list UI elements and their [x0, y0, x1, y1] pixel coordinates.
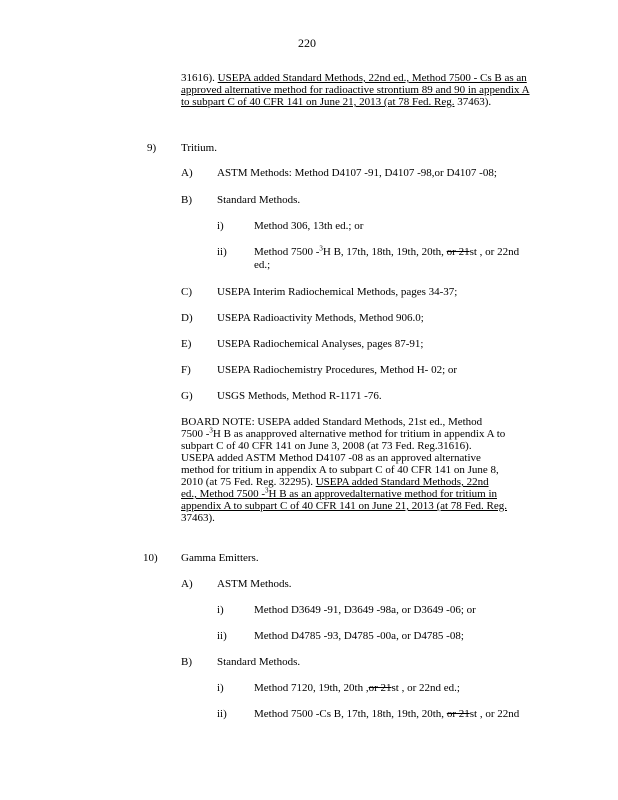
- list-label: A): [181, 578, 193, 590]
- section-title: Gamma Emitters.: [181, 552, 259, 564]
- sublist-item: Method 7500 -Cs B, 17th, 18th, 19th, 20th, or 21st , or 22nd: [254, 708, 520, 720]
- list-label: B): [181, 194, 192, 206]
- sublist-label: ii): [217, 630, 227, 642]
- sublist-item: Method D3649 -91, D3649 -98a, or D3649 -06; or: [254, 604, 476, 616]
- sublist-item: Method 306, 13th ed.; or: [254, 220, 364, 232]
- struck-text: or 21: [368, 682, 392, 694]
- list-item: ASTM Methods.: [217, 578, 292, 590]
- struck-text: or 21: [446, 708, 470, 720]
- list-label: G): [181, 390, 193, 402]
- section-number: 9): [147, 142, 157, 154]
- sublist-label: i): [217, 220, 224, 232]
- list-item: USEPA Radiochemical Analyses, pages 87-91;: [217, 338, 424, 350]
- sublist-item: Method D4785 -93, D4785 -00a, or D4785 -08;: [254, 630, 464, 642]
- list-label: F): [181, 364, 191, 376]
- list-item: Standard Methods.: [217, 194, 301, 206]
- sublist-label: ii): [217, 708, 227, 720]
- list-item: USEPA Radioactivity Methods, Method 906.0;: [217, 312, 424, 324]
- sublist-item-continued: ed.;: [254, 259, 271, 271]
- list-label: E): [181, 338, 192, 350]
- sublist-item: Method 7500 -$^3$H B, 17th, 18th, 19th, 20th, or 21st , or 22nd: [254, 244, 520, 258]
- list-label: B): [181, 656, 192, 668]
- list-label: C): [181, 286, 192, 298]
- list-label: A): [181, 167, 193, 179]
- list-item: Standard Methods.: [217, 656, 301, 668]
- list-item: USEPA Interim Radiochemical Methods, pages 34-37;: [217, 286, 458, 298]
- struck-text: or 21: [446, 246, 470, 258]
- list-item: USGS Methods, Method R-1171 -76.: [217, 390, 382, 402]
- page-number: 220: [298, 36, 316, 50]
- intro-note: 31616). USEPA added Standard Methods, 22nd ed., Method 7500 - Cs B as an approved alternative method for radioactive strontium 89 and 90 in appendix A to subpart C of 40 CFR 141 on June 21, 2013 (at 78 Fed. Reg. 37463).: [181, 72, 530, 108]
- list-item: ASTM Methods: Method D4107 -91, D4107 -98,or D4107 -08;: [217, 167, 497, 179]
- section-number: 10): [143, 552, 158, 564]
- sublist-label: i): [217, 682, 224, 694]
- sublist-label: ii): [217, 246, 227, 258]
- sublist-item: Method 7120, 19th, 20th ,or 21st , or 22nd ed.;: [254, 682, 460, 694]
- sublist-label: i): [217, 604, 224, 616]
- list-label: D): [181, 312, 193, 324]
- section-title: Tritium.: [181, 142, 217, 154]
- amendment-note: USEPA added Standard Methods, 22nd ed., Method 7500 - Cs B as an approved alternative method for radioactive strontium 89 and 90 in appendix A to subpart C of 40 CFR 141 on June 21, 2013 (at 78 Fed. Reg.: [181, 72, 530, 108]
- list-item: USEPA Radiochemistry Procedures, Method H- 02; or: [217, 364, 458, 376]
